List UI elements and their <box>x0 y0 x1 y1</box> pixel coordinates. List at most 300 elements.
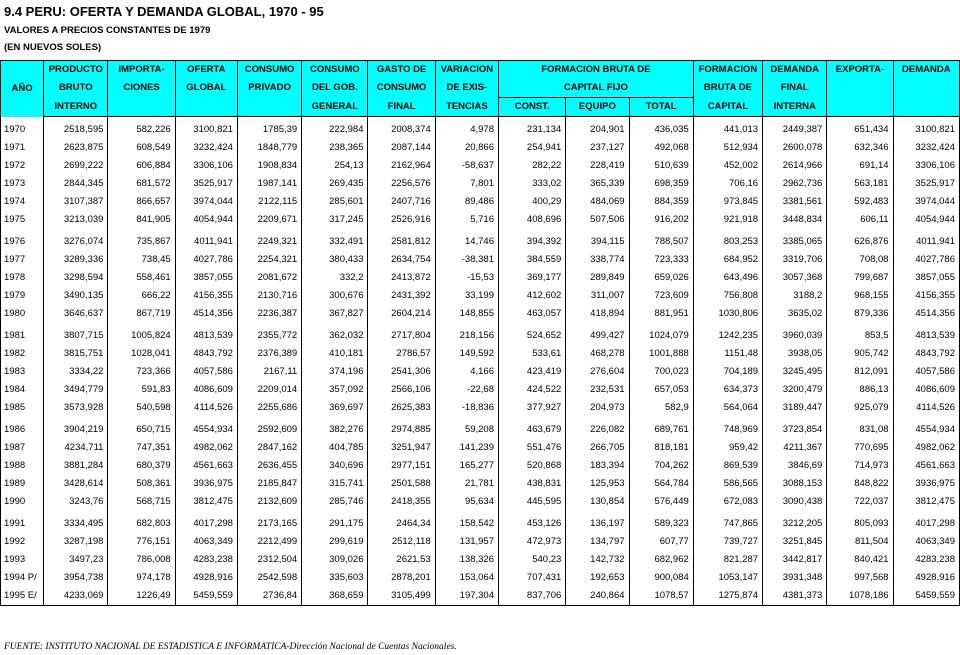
cell-importaciones: 738,45 <box>108 251 175 269</box>
cell-consumo-gob: 285,746 <box>302 493 368 511</box>
cell-demanda-interna: 3723,854 <box>763 417 827 439</box>
cell-gasto-consumo: 2501,588 <box>368 475 435 493</box>
header-dint-1: DEMANDA <box>763 61 827 80</box>
cell-gasto-consumo: 2604,214 <box>368 305 435 323</box>
cell-oferta-global: 3812,475 <box>175 493 237 511</box>
table-row <box>1 117 960 140</box>
header-fbc-1: FORMACION <box>693 61 762 80</box>
cell-gasto-consumo: 2407,716 <box>368 193 435 211</box>
cell-variacion-existencias: 21,781 <box>435 475 498 493</box>
cell-fbcf-equipo: 365,339 <box>566 175 629 193</box>
cell-year: 1981 <box>1 323 44 345</box>
cell-pbi: 2623,875 <box>44 139 108 157</box>
header-oferta-1: OFERTA <box>175 61 237 80</box>
cell-consumo-gob: 374,196 <box>302 363 368 381</box>
cell-oferta-global: 3232,424 <box>175 139 237 157</box>
subtitle-prices: VALORES A PRECIOS CONSTANTES DE 1979 <box>4 25 211 36</box>
cell-variacion-existencias: 149,592 <box>435 345 498 363</box>
cell-importaciones: 540,598 <box>108 399 175 417</box>
cell-fbcf-total: 1078,57 <box>629 587 693 606</box>
cell-demanda-interna: 3188,2 <box>763 287 827 305</box>
header-export-1: EXPORTA- <box>827 61 893 80</box>
cell-pbi: 2518,595 <box>44 117 108 140</box>
cell-consumo-privado: 2236,387 <box>237 305 301 323</box>
cell-year: 1988 <box>1 457 44 475</box>
cell-gasto-consumo: 2526,916 <box>368 211 435 229</box>
table-row <box>1 251 960 269</box>
cell-demanda-interna: 3057,368 <box>763 269 827 287</box>
cell-fbc: 973,845 <box>693 193 762 211</box>
cell-year: 1973 <box>1 175 44 193</box>
cell-demanda-interna: 3212,205 <box>763 511 827 533</box>
cell-consumo-gob: 340,696 <box>302 457 368 475</box>
cell-exportaciones: 925,079 <box>827 399 893 417</box>
cell-importaciones: 568,715 <box>108 493 175 511</box>
cell-fbcf-equipo: 130,854 <box>566 493 629 511</box>
table-row <box>1 305 960 323</box>
cell-pbi: 3954,738 <box>44 569 108 587</box>
cell-variacion-existencias: 20,866 <box>435 139 498 157</box>
cell-importaciones: 866,657 <box>108 193 175 211</box>
header-fbcf-const: CONST. <box>499 98 566 117</box>
cell-fbcf-const: 463,057 <box>499 305 566 323</box>
cell-fbcf-equipo: 484,069 <box>566 193 629 211</box>
cell-year: 1987 <box>1 439 44 457</box>
cell-year: 1983 <box>1 363 44 381</box>
cell-year: 1990 <box>1 493 44 511</box>
cell-importaciones: 682,803 <box>108 511 175 533</box>
cell-oferta-global: 4514,356 <box>175 305 237 323</box>
cell-fbcf-equipo: 240,864 <box>566 587 629 606</box>
cell-consumo-gob: 382,276 <box>302 417 368 439</box>
table-row <box>1 345 960 363</box>
cell-year: 1972 <box>1 157 44 175</box>
cell-fbcf-equipo: 311,007 <box>566 287 629 305</box>
cell-consumo-gob: 367,827 <box>302 305 368 323</box>
cell-consumo-gob: 332,2 <box>302 269 368 287</box>
cell-fbcf-total: 900,084 <box>629 569 693 587</box>
cell-consumo-gob: 357,092 <box>302 381 368 399</box>
cell-consumo-privado: 1785,39 <box>237 117 301 140</box>
cell-fbcf-const: 377,927 <box>499 399 566 417</box>
cell-variacion-existencias: 218,156 <box>435 323 498 345</box>
cell-fbcf-equipo: 226,082 <box>566 417 629 439</box>
cell-variacion-existencias: 7,801 <box>435 175 498 193</box>
header-fbcf-2: CAPITAL FIJO <box>499 79 694 98</box>
cell-oferta-global: 4156,355 <box>175 287 237 305</box>
cell-fbc: 748,969 <box>693 417 762 439</box>
cell-consumo-gob: 317,245 <box>302 211 368 229</box>
cell-demanda-interna: 3251,845 <box>763 533 827 551</box>
header-dint-2: FINAL <box>763 79 827 98</box>
cell-pbi: 3287,198 <box>44 533 108 551</box>
cell-gasto-consumo: 3105,499 <box>368 587 435 606</box>
cell-pbi: 3904,219 <box>44 417 108 439</box>
cell-demanda-interna: 4211,367 <box>763 439 827 457</box>
cell-year: 1974 <box>1 193 44 211</box>
table-row <box>1 193 960 211</box>
table-row <box>1 493 960 511</box>
cell-year: 1979 <box>1 287 44 305</box>
cell-demanda-interna: 2614,966 <box>763 157 827 175</box>
cell-fbc: 643,496 <box>693 269 762 287</box>
cell-demanda-global: 3812,475 <box>893 493 959 511</box>
cell-importaciones: 867,719 <box>108 305 175 323</box>
cell-gasto-consumo: 2162,964 <box>368 157 435 175</box>
cell-demanda-global: 4017,298 <box>893 511 959 533</box>
header-cpriv-3 <box>237 98 301 117</box>
cell-pbi: 3497,23 <box>44 551 108 569</box>
cell-year: 1995 E/ <box>1 587 44 606</box>
cell-fbcf-const: 707,431 <box>499 569 566 587</box>
cell-fbcf-const: 551,476 <box>499 439 566 457</box>
cell-oferta-global: 3100,821 <box>175 117 237 140</box>
cell-consumo-privado: 2592,609 <box>237 417 301 439</box>
cell-demanda-interna: 2600,078 <box>763 139 827 157</box>
cell-exportaciones: 651,434 <box>827 117 893 140</box>
cell-oferta-global: 4086,609 <box>175 381 237 399</box>
cell-fbc: 869,539 <box>693 457 762 475</box>
cell-fbcf-total: 916,202 <box>629 211 693 229</box>
cell-fbcf-total: 723,609 <box>629 287 693 305</box>
cell-demanda-interna: 3245,495 <box>763 363 827 381</box>
cell-demanda-global: 4086,609 <box>893 381 959 399</box>
cell-importaciones: 1005,824 <box>108 323 175 345</box>
cell-consumo-privado: 2376,389 <box>237 345 301 363</box>
cell-importaciones: 606,884 <box>108 157 175 175</box>
header-cpriv-1: CONSUMO <box>237 61 301 80</box>
cell-importaciones: 591,83 <box>108 381 175 399</box>
cell-pbi: 3107,387 <box>44 193 108 211</box>
cell-consumo-privado: 2249,321 <box>237 229 301 251</box>
cell-fbcf-total: 700,023 <box>629 363 693 381</box>
cell-pbi: 4234,711 <box>44 439 108 457</box>
cell-fbcf-const: 524,652 <box>499 323 566 345</box>
cell-demanda-interna: 3189,447 <box>763 399 827 417</box>
cell-oferta-global: 4928,916 <box>175 569 237 587</box>
cell-variacion-existencias: 4,166 <box>435 363 498 381</box>
table-row <box>1 229 960 251</box>
cell-consumo-privado: 2355,772 <box>237 323 301 345</box>
cell-oferta-global: 3857,055 <box>175 269 237 287</box>
cell-pbi: 3243,76 <box>44 493 108 511</box>
cell-demanda-global: 4813,539 <box>893 323 959 345</box>
cell-demanda-interna: 2962,736 <box>763 175 827 193</box>
cell-demanda-interna: 3385,065 <box>763 229 827 251</box>
cell-variacion-existencias: 131,957 <box>435 533 498 551</box>
cell-pbi: 3276,074 <box>44 229 108 251</box>
cell-pbi: 3807,715 <box>44 323 108 345</box>
cell-importaciones: 1028,041 <box>108 345 175 363</box>
table-row <box>1 175 960 193</box>
cell-gasto-consumo: 2008,374 <box>368 117 435 140</box>
cell-exportaciones: 722,037 <box>827 493 893 511</box>
cell-fbcf-const: 472,973 <box>499 533 566 551</box>
cell-consumo-gob: 362,032 <box>302 323 368 345</box>
cell-demanda-global: 4283,238 <box>893 551 959 569</box>
cell-demanda-interna: 3635,02 <box>763 305 827 323</box>
cell-demanda-global: 3936,975 <box>893 475 959 493</box>
cell-consumo-gob: 300,676 <box>302 287 368 305</box>
cell-consumo-gob: 269,435 <box>302 175 368 193</box>
cell-demanda-global: 3857,055 <box>893 269 959 287</box>
cell-fbcf-equipo: 276,604 <box>566 363 629 381</box>
table-row <box>1 551 960 569</box>
cell-exportaciones: 1078,186 <box>827 587 893 606</box>
cell-consumo-privado: 2209,014 <box>237 381 301 399</box>
cell-oferta-global: 4813,539 <box>175 323 237 345</box>
cell-exportaciones: 997,568 <box>827 569 893 587</box>
cell-fbcf-const: 445,595 <box>499 493 566 511</box>
cell-variacion-existencias: 89,486 <box>435 193 498 211</box>
cell-consumo-gob: 380,433 <box>302 251 368 269</box>
cell-consumo-privado: 2212,499 <box>237 533 301 551</box>
cell-variacion-existencias: 95,634 <box>435 493 498 511</box>
table-body <box>1 117 960 606</box>
cell-consumo-privado: 1987,141 <box>237 175 301 193</box>
cell-gasto-consumo: 2256,576 <box>368 175 435 193</box>
cell-consumo-privado: 2209,671 <box>237 211 301 229</box>
cell-demanda-interna: 3448,834 <box>763 211 827 229</box>
cell-pbi: 3494,779 <box>44 381 108 399</box>
cell-consumo-gob: 410,181 <box>302 345 368 363</box>
cell-gasto-consumo: 2581,812 <box>368 229 435 251</box>
cell-consumo-privado: 2132,609 <box>237 493 301 511</box>
table-row <box>1 399 960 417</box>
header-cpriv-2: PRIVADO <box>237 79 301 98</box>
cell-fbcf-equipo: 266,705 <box>566 439 629 457</box>
cell-variacion-existencias: -15,53 <box>435 269 498 287</box>
cell-fbc: 706,16 <box>693 175 762 193</box>
cell-fbc: 921,918 <box>693 211 762 229</box>
table-row <box>1 587 960 606</box>
cell-fbcf-total: 818,181 <box>629 439 693 457</box>
cell-fbcf-const: 424,522 <box>499 381 566 399</box>
cell-fbc: 564,064 <box>693 399 762 417</box>
cell-fbc: 452,002 <box>693 157 762 175</box>
cell-variacion-existencias: 5,716 <box>435 211 498 229</box>
cell-importaciones: 974,178 <box>108 569 175 587</box>
cell-fbcf-const: 384,559 <box>499 251 566 269</box>
cell-fbcf-equipo: 183,394 <box>566 457 629 475</box>
cell-demanda-global: 3232,424 <box>893 139 959 157</box>
cell-demanda-global: 3100,821 <box>893 117 959 140</box>
cell-fbcf-equipo: 142,732 <box>566 551 629 569</box>
cell-exportaciones: 886,13 <box>827 381 893 399</box>
table-row <box>1 417 960 439</box>
cell-demanda-interna: 3381,561 <box>763 193 827 211</box>
cell-consumo-privado: 2167,11 <box>237 363 301 381</box>
cell-year: 1982 <box>1 345 44 363</box>
header-fbcf-1: FORMACION BRUTA DE <box>499 61 694 80</box>
cell-importaciones: 841,905 <box>108 211 175 229</box>
table-row <box>1 157 960 175</box>
cell-demanda-global: 4011,941 <box>893 229 959 251</box>
cell-fbcf-const: 423,419 <box>499 363 566 381</box>
cell-demanda-global: 4554,934 <box>893 417 959 439</box>
cell-demanda-interna: 3931,348 <box>763 569 827 587</box>
cell-year: 1984 <box>1 381 44 399</box>
cell-consumo-gob: 315,741 <box>302 475 368 493</box>
cell-oferta-global: 4011,941 <box>175 229 237 251</box>
cell-exportaciones: 770,695 <box>827 439 893 457</box>
cell-fbcf-equipo: 507,506 <box>566 211 629 229</box>
cell-demanda-interna: 3960,039 <box>763 323 827 345</box>
cell-demanda-interna: 3319,706 <box>763 251 827 269</box>
header-gasto-2: CONSUMO <box>368 79 435 98</box>
cell-demanda-global: 4063,349 <box>893 533 959 551</box>
cell-fbcf-const: 463,679 <box>499 417 566 439</box>
cell-importaciones: 723,366 <box>108 363 175 381</box>
table-row <box>1 269 960 287</box>
cell-fbcf-equipo: 499,427 <box>566 323 629 345</box>
cell-demanda-interna: 3846,69 <box>763 457 827 475</box>
cell-year: 1980 <box>1 305 44 323</box>
header-dglob-2 <box>893 79 959 98</box>
cell-consumo-gob: 222,984 <box>302 117 368 140</box>
cell-consumo-gob: 335,603 <box>302 569 368 587</box>
cell-gasto-consumo: 2786,57 <box>368 345 435 363</box>
cell-gasto-consumo: 2566,106 <box>368 381 435 399</box>
header-import-1: IMPORTA- <box>108 61 175 80</box>
data-table <box>0 60 960 606</box>
cell-pbi: 3646,637 <box>44 305 108 323</box>
cell-fbcf-const: 231,134 <box>499 117 566 140</box>
cell-pbi: 4233,069 <box>44 587 108 606</box>
table-row <box>1 211 960 229</box>
cell-exportaciones: 879,336 <box>827 305 893 323</box>
cell-exportaciones: 840,421 <box>827 551 893 569</box>
cell-fbcf-total: 582,9 <box>629 399 693 417</box>
cell-exportaciones: 848,822 <box>827 475 893 493</box>
cell-fbcf-total: 723,333 <box>629 251 693 269</box>
cell-fbcf-total: 704,262 <box>629 457 693 475</box>
cell-gasto-consumo: 2977,151 <box>368 457 435 475</box>
cell-fbcf-equipo: 418,894 <box>566 305 629 323</box>
cell-oferta-global: 3306,106 <box>175 157 237 175</box>
cell-demanda-interna: 2449,387 <box>763 117 827 140</box>
cell-oferta-global: 4114,526 <box>175 399 237 417</box>
cell-variacion-existencias: 153,064 <box>435 569 498 587</box>
header-fbcf-equipo: EQUIPO <box>566 98 629 117</box>
cell-pbi: 3334,495 <box>44 511 108 533</box>
cell-importaciones: 666,22 <box>108 287 175 305</box>
cell-fbcf-equipo: 468,278 <box>566 345 629 363</box>
cell-fbcf-total: 881,951 <box>629 305 693 323</box>
cell-fbcf-equipo: 228,419 <box>566 157 629 175</box>
header-var-1: VARIACION <box>435 61 498 80</box>
cell-fbc: 1242,235 <box>693 323 762 345</box>
cell-variacion-existencias: 33,199 <box>435 287 498 305</box>
cell-exportaciones: 799,687 <box>827 269 893 287</box>
cell-importaciones: 776,151 <box>108 533 175 551</box>
cell-oferta-global: 4057,586 <box>175 363 237 381</box>
cell-fbcf-total: 1024,079 <box>629 323 693 345</box>
cell-fbcf-const: 412,602 <box>499 287 566 305</box>
cell-oferta-global: 4554,934 <box>175 417 237 439</box>
cell-pbi: 3573,928 <box>44 399 108 417</box>
cell-year: 1977 <box>1 251 44 269</box>
cell-fbcf-equipo: 289,849 <box>566 269 629 287</box>
cell-fbcf-equipo: 204,973 <box>566 399 629 417</box>
cell-exportaciones: 626,876 <box>827 229 893 251</box>
header-gasto-1: GASTO DE <box>368 61 435 80</box>
cell-consumo-gob: 368,659 <box>302 587 368 606</box>
header-oferta-2: GLOBAL <box>175 79 237 98</box>
cell-demanda-interna: 3088,153 <box>763 475 827 493</box>
cell-fbcf-total: 589,323 <box>629 511 693 533</box>
source-note: FUENTE: INSTITUTO NACIONAL DE ESTADISTICA E INFORMATICA-Dirección Nacional de Cuentas Nacionales. <box>4 642 457 652</box>
cell-oferta-global: 3525,917 <box>175 175 237 193</box>
cell-fbcf-equipo: 192,653 <box>566 569 629 587</box>
cell-variacion-existencias: 165,277 <box>435 457 498 475</box>
cell-fbc: 739,727 <box>693 533 762 551</box>
cell-variacion-existencias: 158,542 <box>435 511 498 533</box>
cell-consumo-privado: 2173,165 <box>237 511 301 533</box>
cell-pbi: 3213,039 <box>44 211 108 229</box>
cell-variacion-existencias: -22,68 <box>435 381 498 399</box>
cell-fbcf-equipo: 125,953 <box>566 475 629 493</box>
cell-fbcf-const: 394,392 <box>499 229 566 251</box>
cell-oferta-global: 4027,786 <box>175 251 237 269</box>
cell-fbc: 634,373 <box>693 381 762 399</box>
cell-fbcf-equipo: 204,901 <box>566 117 629 140</box>
cell-exportaciones: 606,11 <box>827 211 893 229</box>
cell-gasto-consumo: 2512,118 <box>368 533 435 551</box>
cell-exportaciones: 708,08 <box>827 251 893 269</box>
cell-consumo-gob: 404,785 <box>302 439 368 457</box>
cell-oferta-global: 4017,298 <box>175 511 237 533</box>
cell-exportaciones: 691,14 <box>827 157 893 175</box>
cell-importaciones: 608,549 <box>108 139 175 157</box>
cell-fbcf-total: 1001,888 <box>629 345 693 363</box>
cell-fbcf-const: 533,61 <box>499 345 566 363</box>
cell-fbcf-total: 576,449 <box>629 493 693 511</box>
cell-consumo-privado: 2542,598 <box>237 569 301 587</box>
cell-fbcf-total: 564,784 <box>629 475 693 493</box>
cell-oferta-global: 4283,238 <box>175 551 237 569</box>
cell-pbi: 3881,284 <box>44 457 108 475</box>
cell-variacion-existencias: 59,208 <box>435 417 498 439</box>
cell-pbi: 3334,22 <box>44 363 108 381</box>
cell-fbc: 684,952 <box>693 251 762 269</box>
cell-importaciones: 1226,49 <box>108 587 175 606</box>
cell-demanda-global: 5459,559 <box>893 587 959 606</box>
cell-gasto-consumo: 2621,53 <box>368 551 435 569</box>
cell-demanda-global: 3306,106 <box>893 157 959 175</box>
cell-fbc: 959,42 <box>693 439 762 457</box>
cell-year: 1989 <box>1 475 44 493</box>
header-oferta-3 <box>175 98 237 117</box>
cell-fbcf-const: 333,02 <box>499 175 566 193</box>
cell-oferta-global: 4843,792 <box>175 345 237 363</box>
cell-consumo-gob: 238,365 <box>302 139 368 157</box>
cell-gasto-consumo: 2413,872 <box>368 269 435 287</box>
cell-fbcf-total: 607,77 <box>629 533 693 551</box>
cell-pbi: 3298,594 <box>44 269 108 287</box>
cell-variacion-existencias: 197,304 <box>435 587 498 606</box>
header-var-2: DE EXIS- <box>435 79 498 98</box>
cell-year: 1992 <box>1 533 44 551</box>
cell-fbcf-equipo: 237,127 <box>566 139 629 157</box>
header-pbi-3: INTERNO <box>44 98 108 117</box>
cell-consumo-gob: 285,601 <box>302 193 368 211</box>
cell-variacion-existencias: -58,637 <box>435 157 498 175</box>
cell-pbi: 2844,345 <box>44 175 108 193</box>
cell-fbc: 441,013 <box>693 117 762 140</box>
cell-year: 1994 P/ <box>1 569 44 587</box>
cell-fbcf-total: 884,359 <box>629 193 693 211</box>
